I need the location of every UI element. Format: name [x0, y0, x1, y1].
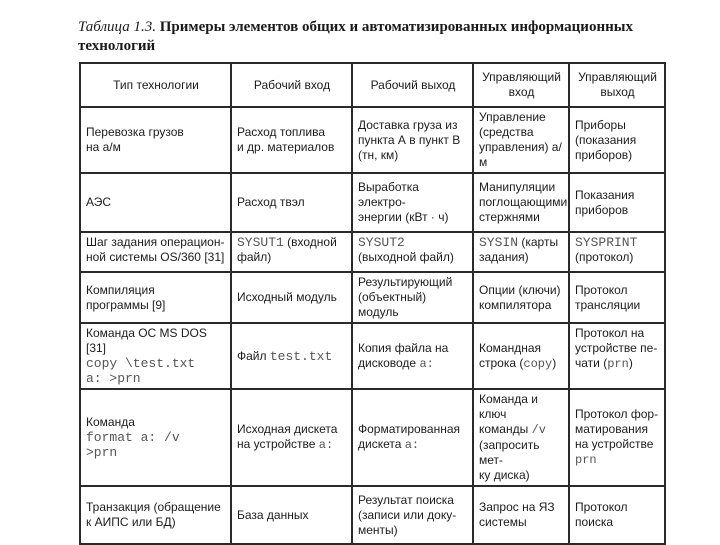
header-row [80, 63, 665, 107]
cell-output: Доставка груза из пункта А в пункт В (тн, км) [352, 107, 473, 173]
cell-output: Результирующий (объектный) модуль [352, 272, 473, 323]
cell-text: Протокол фор- матирования на устройстве [575, 407, 659, 451]
cell-type [80, 389, 231, 486]
header-cell-type: Тип технологии [80, 63, 231, 107]
cell-text: Копия файла на дисководе [358, 340, 449, 370]
cell-control-output: Протокол поиска [569, 486, 665, 544]
technology-table [79, 62, 666, 545]
cell-control-input: Запрос на ЯЗ системы [473, 486, 569, 544]
cell-control-output: Приборы (показания приборов) [569, 107, 665, 173]
cell-input: Исходный модуль [231, 272, 352, 323]
cell-control-output: Протокол трансляции [569, 272, 665, 323]
cell-type [80, 323, 231, 389]
cell-text: Форматированная дискета [358, 422, 461, 451]
table-row [80, 107, 665, 173]
code-snippet: a: [419, 356, 434, 371]
cell-control-input [473, 389, 569, 486]
cell-text: (карты задания) [479, 235, 559, 264]
cell-text: Исходная дискета на устройстве [237, 422, 338, 451]
code-snippet: test.txt [269, 348, 333, 364]
cell-text: (выходной файл) [358, 250, 454, 264]
cell-text: ) [628, 356, 633, 370]
table-row [80, 486, 665, 544]
cell-type: Транзакция (обращение к АИПС или БД) [80, 486, 231, 544]
cell-input: Расход твэл [231, 173, 352, 232]
table-row [80, 173, 665, 232]
cell-text: (входной файл) [237, 235, 337, 264]
table-row [80, 232, 665, 272]
caption-title: Примеры элементов общих и автоматизированных информационных технологий [78, 19, 633, 54]
code-snippet: SYSUT1 [237, 235, 284, 250]
code-snippet: /v [531, 423, 546, 437]
cell-control-input: Манипуляции поглощающими стержнями [473, 173, 569, 232]
cell-control-input: Управление (средства управления) а/м [473, 107, 569, 173]
cell-type: Компиляция программы [9] [80, 272, 231, 323]
cell-text: Командная строка ( [479, 340, 542, 370]
cell-text: Команда и ключ команды [479, 392, 538, 436]
cell-output: Выработка электро- энергии (кВт · ч) [352, 173, 473, 232]
header-cell-output: Рабочий выход [352, 63, 473, 107]
cell-control-output [569, 323, 665, 389]
cell-text: Протокол на устройстве пе- чати ( [575, 326, 658, 370]
cell-control-output [569, 232, 665, 272]
table-caption [78, 18, 678, 56]
cell-text: ) [552, 355, 557, 370]
cell-type: АЭС [80, 173, 231, 232]
code-snippet: SYSUT2 [358, 235, 405, 250]
header-cell-control-output: Управляющий выход [569, 63, 665, 107]
cell-type: Шаг задания операцион- ной системы OS/360 [31] [80, 232, 231, 272]
cell-control-output [569, 389, 665, 486]
caption-label: Таблица 1.3. [78, 19, 156, 35]
cell-control-input [473, 323, 569, 389]
cell-text: (запросить мет- ку диска) [479, 438, 540, 482]
cell-control-output: Показания приборов [569, 173, 665, 232]
cell-control-input: Опции (ключи) компилятора [473, 272, 569, 323]
cell-text: (протокол) [575, 250, 634, 264]
cell-text: Команда ОС MS DOS [31] [86, 326, 207, 355]
code-snippet: SYSPRINT [575, 235, 638, 250]
table-row [80, 323, 665, 389]
cell-output: Результат поиска (записи или доку- менты) [352, 486, 473, 544]
cell-text: Файл [237, 348, 270, 363]
code-snippet: a: [318, 438, 334, 452]
cell-input [231, 232, 352, 272]
header-cell-control-input: Управляющий вход [473, 63, 569, 107]
cell-output [352, 323, 473, 389]
cell-input: Расход топлива и др. материалов [231, 107, 352, 173]
code-snippet: a: [404, 438, 420, 452]
code-snippet: prn [575, 453, 597, 467]
header-cell-input: Рабочий вход [231, 63, 352, 107]
cell-input: База данных [231, 486, 352, 544]
code-snippet: copy \test.txt a: >prn [86, 356, 196, 386]
cell-output [352, 389, 473, 486]
table-row [80, 389, 665, 486]
cell-input [231, 389, 352, 486]
code-snippet: format a: /v >prn [86, 430, 180, 460]
cell-text: Команда [86, 415, 135, 429]
code-snippet: copy [523, 356, 553, 371]
table-row [80, 272, 665, 323]
cell-type: Перевозка грузов на а/м [80, 107, 231, 173]
cell-output [352, 232, 473, 272]
cell-input [231, 323, 352, 389]
code-snippet: prn [607, 357, 629, 371]
cell-control-input [473, 232, 569, 272]
code-snippet: SYSIN [479, 235, 519, 250]
